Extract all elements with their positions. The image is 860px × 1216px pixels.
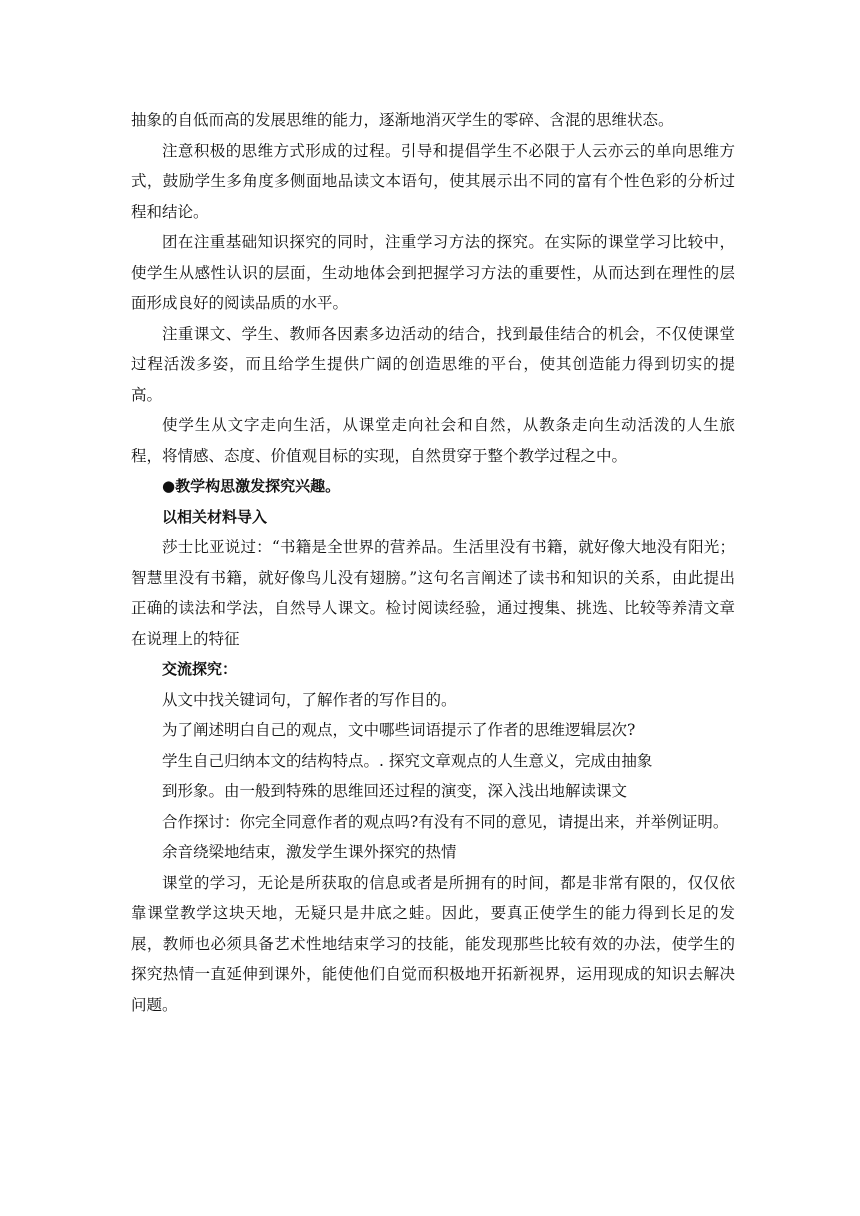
heading-material-intro: 以相关材料导入: [162, 507, 268, 526]
heading-exchange-inquiry: 交流探究：: [162, 660, 238, 678]
item-structure-features: 学生自己归纳本文的结构特点。. 探究文章观点的人生意义，完成由抽象: [162, 751, 653, 770]
paragraph-classroom-learning: 课堂的学习，无论是所获取的信息或者是所拥有的时间，都是非常有限的，仅仅依靠课堂教学这块天地，无疑只是井底之蛙。因此，要真正使学生的能力得到长足的发展，教师也必须具备艺术性地结束学习的技能，能发现那些比较有效的办法，使学生的探究热情一直延伸到课外，能使他们自觉而积极地开拓新视界，运用现成的知识去解决问题。: [131, 873, 735, 1014]
paragraph-text-to-life: 使学生从文字走向生活，从课堂走向社会和自然，从教条走向生动活泼的人生旅程，将情感、态度、价值观目标的实现，自然贯穿于整个教学过程之中。: [131, 416, 735, 465]
paragraph-method-inquiry: 团在注重基础知识探究的同时，注重学习方法的探究。在实际的课堂学习比较中，使学生从感性认识的层面，生动地体会到把握学习方法的重要性，从而达到在理性的层面形成良好的阅读品质的水平。: [131, 233, 735, 312]
paragraph-multilateral-activity: 注重课文、学生、教师各因素多边活动的结合，找到最佳结合的机会，不仅使课堂过程活泼多姿，而且给学生提供广阔的创造思维的平台，使其创造能力得到切实的提高。: [131, 324, 735, 404]
item-lingering-ending: 余音绕梁地结束，激发学生课外探究的热情: [162, 843, 457, 861]
item-thinking-logic: 为了阐述明白自己的观点，文中哪些词语提示了作者的思维逻辑层次?: [162, 721, 636, 739]
item-find-keywords: 从文中找关键词句，了解作者的写作目的。: [162, 690, 457, 709]
paragraph-continuation: 抽象的自低而高的发展思维的能力，逐渐地消灭学生的零碎、含混的思维状态。: [131, 111, 674, 129]
paragraph-thinking-process: 注意积极的思维方式形成的过程。引导和提倡学生不必限于人云亦云的单向思维方式，鼓励学生多角度多侧面地品读文本语句，使其展示出不同的富有个性色彩的分析过程和结论。: [131, 141, 735, 221]
item-abstract-to-concrete: 到形象。由一般到特殊的思维回还过程的演变，深入浅出地解读课文: [162, 782, 628, 800]
document-body: [131, 105, 735, 1020]
paragraph-shakespeare-quote: 莎士比亚说过：“书籍是全世界的营养品。生活里没有书籍，就好像大地没有阳光；智慧里没有书籍，就好像鸟儿没有翅膀。”这句名言阐述了读书和知识的关系，由此提出正确的读法和学法，自然导人课文。检讨阅读经验，通过搜集、挑选、比较等养清文章在说理上的特征: [131, 538, 735, 648]
heading-teaching-concept: ●教学构思激发探究兴趣。: [162, 477, 341, 495]
item-cooperative-discussion: 合作探讨：你完全同意作者的观点吗?有没有不同的意见，请提出来，并举例证明。: [162, 812, 729, 831]
